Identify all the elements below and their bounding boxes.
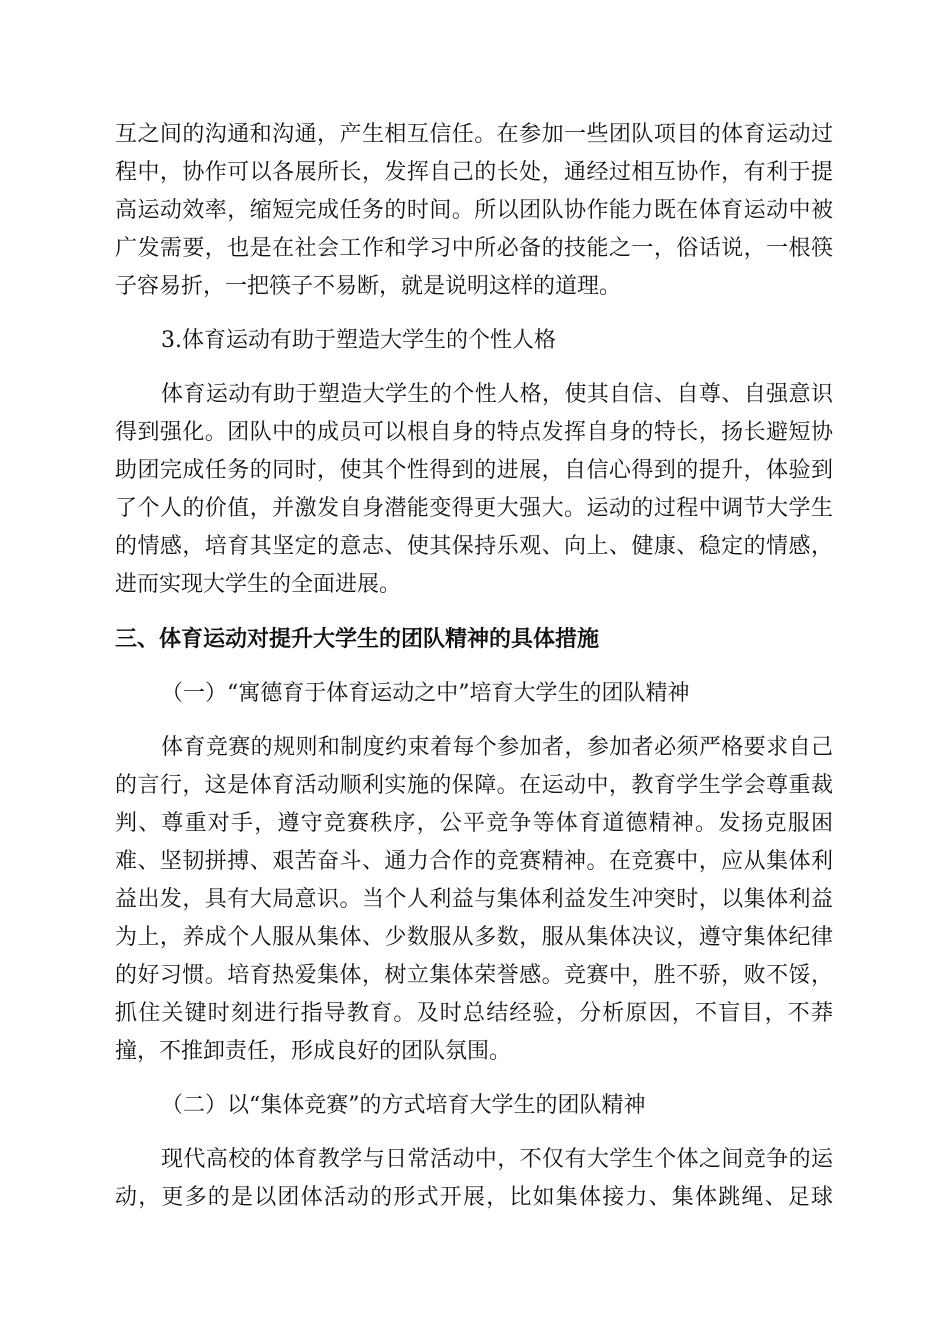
- text-line: 现代高校的体育教学与日常活动中，不仅有大学生个体之间竞争的运: [161, 1147, 833, 1172]
- text-line: 判、尊重对手，遵守竞赛秩序，公平竞争等体育道德精神。发扬克服困: [115, 811, 833, 836]
- paragraph-teamwork: [115, 116, 833, 306]
- text-line: 高运动效率，缩短完成任务的时间。所以团队协作能力既在体育运动中被: [115, 198, 833, 223]
- paragraph-collective-competition: [115, 1141, 833, 1217]
- document-page: [115, 116, 833, 1217]
- text-line: 的情感，培育其坚定的意志、使其保持乐观、向上、健康、稳定的情感，: [115, 534, 833, 559]
- subheading-personality: 3.体育运动有助于塑造大学生的个性人格: [161, 328, 556, 353]
- paragraph-competition-rules: [115, 729, 833, 1071]
- text-line: 得到强化。团队中的成员可以根自身的特点发挥自身的特长，扬长避短协: [115, 420, 833, 445]
- subsection-title-1: （一）“寓德育于体育运动之中”培育大学生的团队精神: [161, 681, 690, 706]
- text-line: 体育竞赛的规则和制度约束着每个参加者，参加者必须严格要求自己: [161, 735, 833, 760]
- section-title: 三、体育运动对提升大学生的团队精神的具体措施: [115, 627, 600, 652]
- text-line: 子容易折，一把筷子不易断，就是说明这样的道理。: [115, 274, 622, 299]
- text-line: 了个人的价值，并激发自身潜能变得更大强大。运动的过程中调节大学生: [115, 496, 833, 521]
- text-line: 的言行，这是体育活动顺利实施的保障。在运动中，教育学生学会尊重裁: [115, 773, 833, 798]
- text-line: 抓住关键时刻进行指导教育。及时总结经验，分析原因，不盲目，不莽: [115, 1001, 833, 1026]
- subsection-title-2: （二）以“集体竞赛”的方式培育大学生的团队精神: [161, 1093, 646, 1118]
- text-line: 的好习惯。培育热爱集体，树立集体荣誉感。竞赛中，胜不骄，败不馁，: [115, 963, 833, 988]
- text-line: 难、坚韧拼搏、艰苦奋斗、通力合作的竞赛精神。在竞赛中，应从集体利: [115, 849, 833, 874]
- text-line: 动，更多的是以团体活动的形式开展，比如集体接力、集体跳绳、足球: [115, 1185, 833, 1210]
- text-line: 体育运动有助于塑造大学生的个性人格，使其自信、自尊、自强意识: [161, 382, 833, 407]
- text-line: 进而实现大学生的全面进展。: [115, 572, 402, 597]
- text-line: 广发需要，也是在社会工作和学习中所必备的技能之一，俗话说，一根筷: [115, 236, 833, 261]
- text-line: 为上，养成个人服从集体、少数服从多数，服从集体决议，遵守集体纪律: [115, 925, 833, 950]
- paragraph-personality: [115, 376, 833, 604]
- text-line: 程中，协作可以各展所长，发挥自己的长处，通经过相互协作，有利于提: [115, 160, 833, 185]
- text-line: 益出发，具有大局意识。当个人利益与集体利益发生冲突时，以集体利益: [115, 887, 833, 912]
- text-line: 助团完成任务的同时，使其个性得到的进展，自信心得到的提升，体验到: [115, 458, 833, 483]
- text-line: 撞，不推卸责任，形成良好的团队氛围。: [115, 1039, 512, 1064]
- text-line: 互之间的沟通和沟通，产生相互信任。在参加一些团队项目的体育运动过: [115, 122, 833, 147]
